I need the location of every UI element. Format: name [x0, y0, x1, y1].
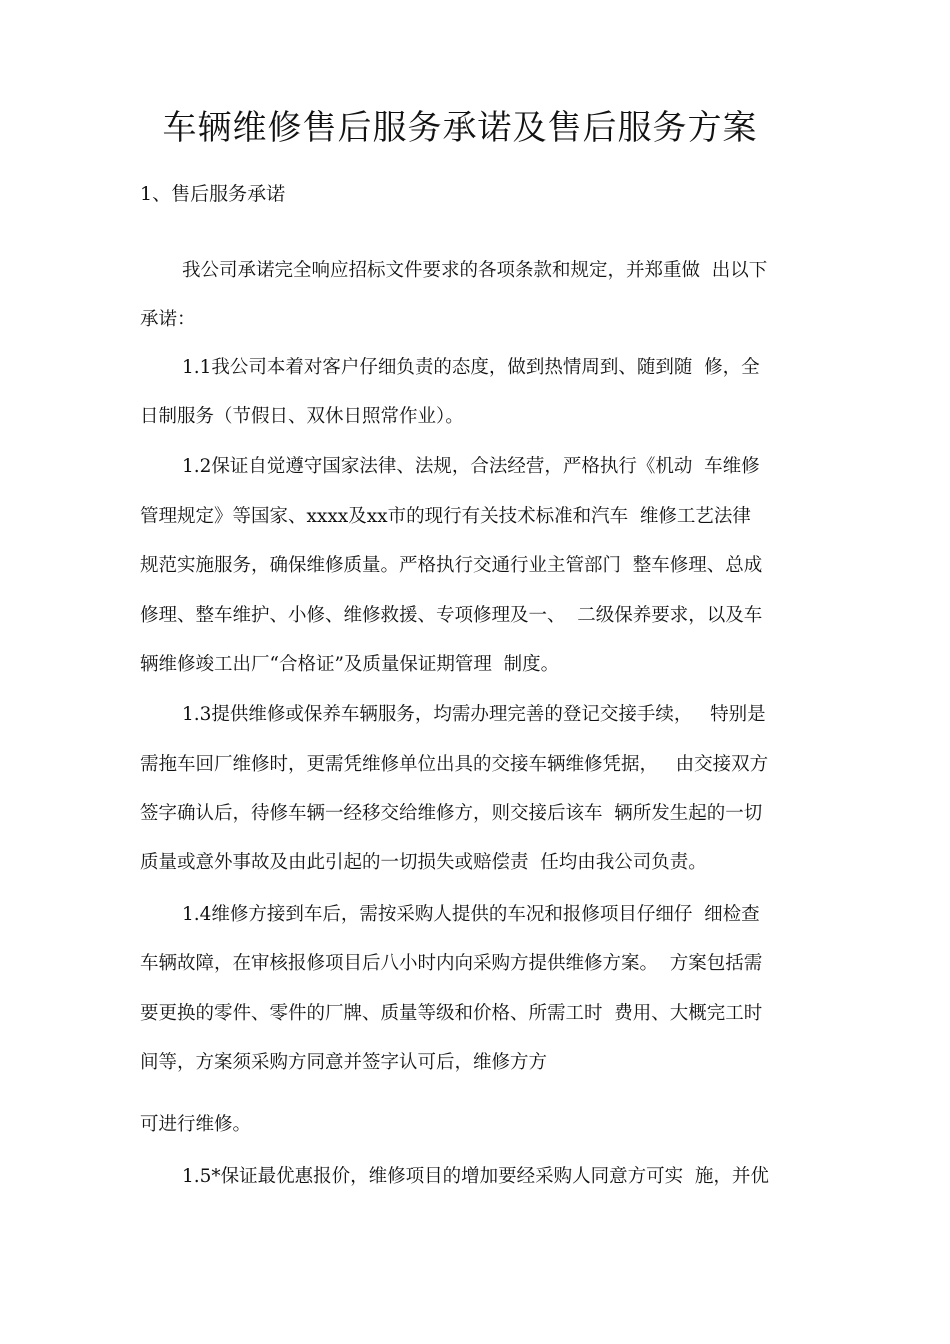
paragraph-line: 1.1我公司本着对客户仔细负责的态度，做到热情周到、随到随 修，全	[182, 357, 760, 378]
paragraph-line: 辆维修竣工出厂“合格证”及质量保证期管理 制度。	[140, 654, 560, 675]
paragraph-line: 1.5*保证最优惠报价，维修项目的增加要经采购人同意方可实 施，并优	[182, 1166, 769, 1187]
paragraph-line: 管理规定》等国家、xxxx及xx市的现行有关技术标准和汽车 维修工艺法律	[140, 506, 751, 527]
paragraph-line: 日制服务（节假日、双休日照常作业）。	[140, 406, 464, 427]
paragraph-line: 要更换的零件、零件的厂牌、质量等级和价格、所需工时 费用、大概完工时	[140, 1003, 763, 1024]
paragraph-line: 质量或意外事故及由此引起的一切损失或赔偿责 任均由我公司负责。	[140, 852, 707, 873]
paragraph-line: 1.2保证自觉遵守国家法律、法规，合法经营，严格执行《机动 车维修	[182, 456, 760, 477]
paragraph-line: 1.4维修方接到车后，需按采购人提供的车况和报修项目仔细仔 细检查	[182, 904, 760, 925]
paragraph-line: 需拖车回厂维修时，更需凭维修单位出具的交接车辆维修凭据， 由交接双方	[140, 754, 769, 775]
paragraph-line: 可进行维修。	[140, 1114, 252, 1135]
paragraph-line: 承诺：	[140, 309, 196, 330]
paragraph-line: 我公司承诺完全响应招标文件要求的各项条款和规定，并郑重做 出以下	[182, 260, 768, 281]
document-title: 车辆维修售后服务承诺及售后服务方案	[162, 108, 758, 148]
paragraph-line: 1.3提供维修或保养车辆服务，均需办理完善的登记交接手续， 特别是	[182, 704, 766, 725]
section-heading: 1、售后服务承诺	[140, 183, 286, 205]
paragraph-line: 规范实施服务，确保维修质量。严格执行交通行业主管部门 整车修理、总成	[140, 555, 763, 576]
paragraph-line: 签字确认后，待修车辆一经移交给维修方，则交接后该车 辆所发生起的一切	[140, 803, 763, 824]
paragraph-line: 车辆故障，在审核报修项目后八小时内向采购方提供维修方案。 方案包括需	[140, 953, 763, 974]
paragraph-line: 修理、整车维护、小修、维修救援、专项修理及一、 二级保养要求，以及车	[140, 605, 763, 626]
paragraph-line: 间等，方案须采购方同意并签字认可后，维修方方	[140, 1052, 548, 1073]
